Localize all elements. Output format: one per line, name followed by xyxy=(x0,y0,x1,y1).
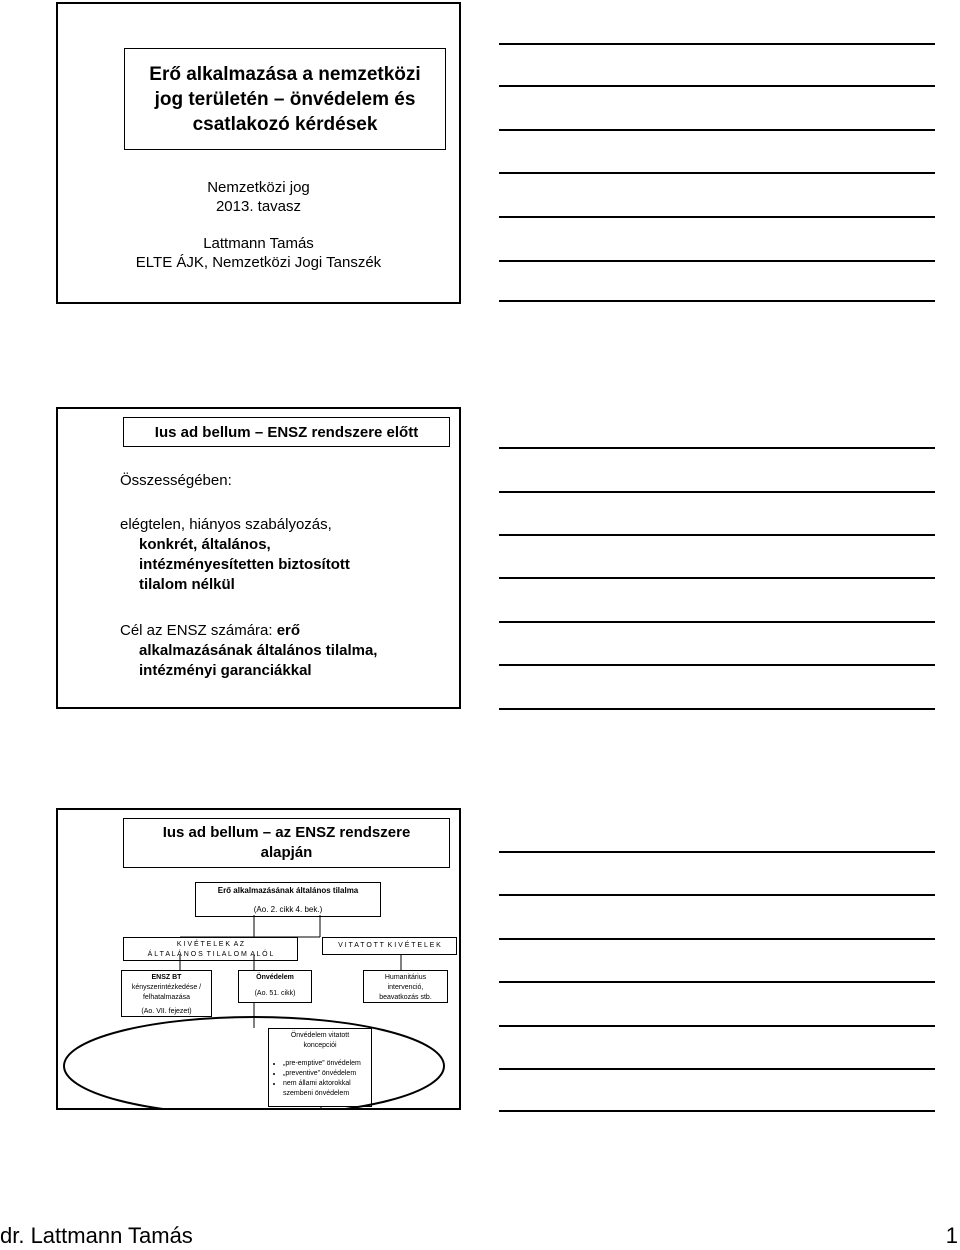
slide-1 xyxy=(56,2,461,304)
humanitarian-line-3: beavatkozás stb. xyxy=(379,994,432,1001)
exceptions-line-2: Á L T A L Á N O S T I L A L O M A L Ó L xyxy=(147,951,274,958)
self-defense-title: Önvédelem xyxy=(256,974,294,981)
term: 2013. tavasz xyxy=(215,198,302,215)
un-sc-title: ENSZ BT xyxy=(151,974,182,981)
exceptions-box xyxy=(123,937,298,961)
note-line xyxy=(499,300,935,302)
un-sc-line-1: kényszerintézkedése / xyxy=(131,984,202,991)
note-line xyxy=(499,1068,935,1070)
slide-3-title-line-2: alapján xyxy=(260,844,313,861)
disputed-sd-item: • nem állami aktorokkal xyxy=(283,1079,371,1089)
disputed-sd-line-1: Önvédelem vitatott xyxy=(290,1032,350,1039)
note-line xyxy=(499,85,935,87)
note-line xyxy=(499,1025,935,1027)
slide-3-title-line-1: Ius ad bellum – az ENSZ rendszere xyxy=(162,824,411,841)
slide-1-title xyxy=(124,48,446,150)
disputed-sd-item: • „preventive” önvédelem xyxy=(283,1069,371,1079)
page-number: 1 xyxy=(945,1223,958,1248)
footer-author: dr. Lattmann Tamás xyxy=(0,1223,193,1248)
general-ban-text: Erő alkalmazásának általános tilalma xyxy=(217,886,359,895)
disputed-exceptions-box xyxy=(322,937,457,955)
note-line xyxy=(499,216,935,218)
self-defense-box xyxy=(238,970,312,1003)
para2-prefix: Cél az ENSZ számára: xyxy=(120,622,277,639)
general-ban-ref: (Ao. 2. cikk 4. bek.) xyxy=(253,905,323,914)
humanitarian-line-2: intervenció, xyxy=(387,984,424,991)
course-name: Nemzetközi jog xyxy=(207,179,310,196)
title-line-1: Erő alkalmazása a nemzetközi xyxy=(149,63,421,85)
para2-line-3: intézményi garanciákkal xyxy=(139,662,312,679)
un-sc-box xyxy=(121,970,212,1017)
paragraph-1 xyxy=(120,515,350,595)
para1-line-2: konkrét, általános, xyxy=(139,536,271,553)
disputed-self-defense-box xyxy=(268,1028,372,1107)
title-line-2: jog területén – önvédelem és xyxy=(154,88,416,110)
note-line xyxy=(499,894,935,896)
slide-2-title: Ius ad bellum – ENSZ rendszere előtt xyxy=(123,417,450,447)
paragraph-2 xyxy=(120,621,377,681)
note-line xyxy=(499,938,935,940)
humanitarian-line-1: Humanitárius xyxy=(384,974,427,981)
note-line xyxy=(499,129,935,131)
note-line xyxy=(499,1110,935,1112)
para2-line-2: alkalmazásának általános tilalma, xyxy=(139,642,378,659)
author: Lattmann Tamás xyxy=(203,235,314,252)
para2-bold: erő xyxy=(276,622,301,639)
note-line xyxy=(499,172,935,174)
para1-line-3: intézményesítetten biztosított xyxy=(139,556,350,573)
exceptions-line-1: K I V É T E L E K A Z xyxy=(176,941,245,948)
slide-3 xyxy=(56,808,461,1110)
general-ban-box xyxy=(195,882,381,917)
note-line xyxy=(499,708,935,710)
note-line xyxy=(499,577,935,579)
para1-line-4: tilalom nélkül xyxy=(139,576,235,593)
note-line xyxy=(499,851,935,853)
note-line xyxy=(499,664,935,666)
para1-line-1: elégtelen, hiányos szabályozás, xyxy=(120,516,332,533)
disputed-sd-line-2: koncepciói xyxy=(303,1042,337,1049)
note-line xyxy=(499,981,935,983)
self-defense-ref: (Ao. 51. cikk) xyxy=(254,990,296,997)
note-line xyxy=(499,447,935,449)
disputed-exceptions-text: V I T A T O T T K I V É T E L E K xyxy=(338,942,441,949)
note-line xyxy=(499,43,935,45)
disputed-sd-item: szembeni önvédelem xyxy=(283,1090,350,1097)
humanitarian-box xyxy=(363,970,448,1003)
note-line xyxy=(499,534,935,536)
note-line xyxy=(499,491,935,493)
affiliation: ELTE ÁJK, Nemzetközi Jogi Tanszék xyxy=(135,254,382,271)
disputed-sd-item: • „pre-emptive” önvédelem xyxy=(283,1059,371,1069)
disputed-sd-list xyxy=(269,1059,371,1099)
summary-label: Összességében: xyxy=(120,472,232,489)
un-sc-ref: (Ao. VII. fejezet) xyxy=(141,1008,192,1015)
title-line-3: csatlakozó kérdések xyxy=(192,113,378,135)
un-sc-line-2: felhatalmazása xyxy=(142,994,191,1001)
para2-line-1 xyxy=(120,622,300,639)
note-line xyxy=(499,260,935,262)
slide-2 xyxy=(56,407,461,709)
note-line xyxy=(499,621,935,623)
